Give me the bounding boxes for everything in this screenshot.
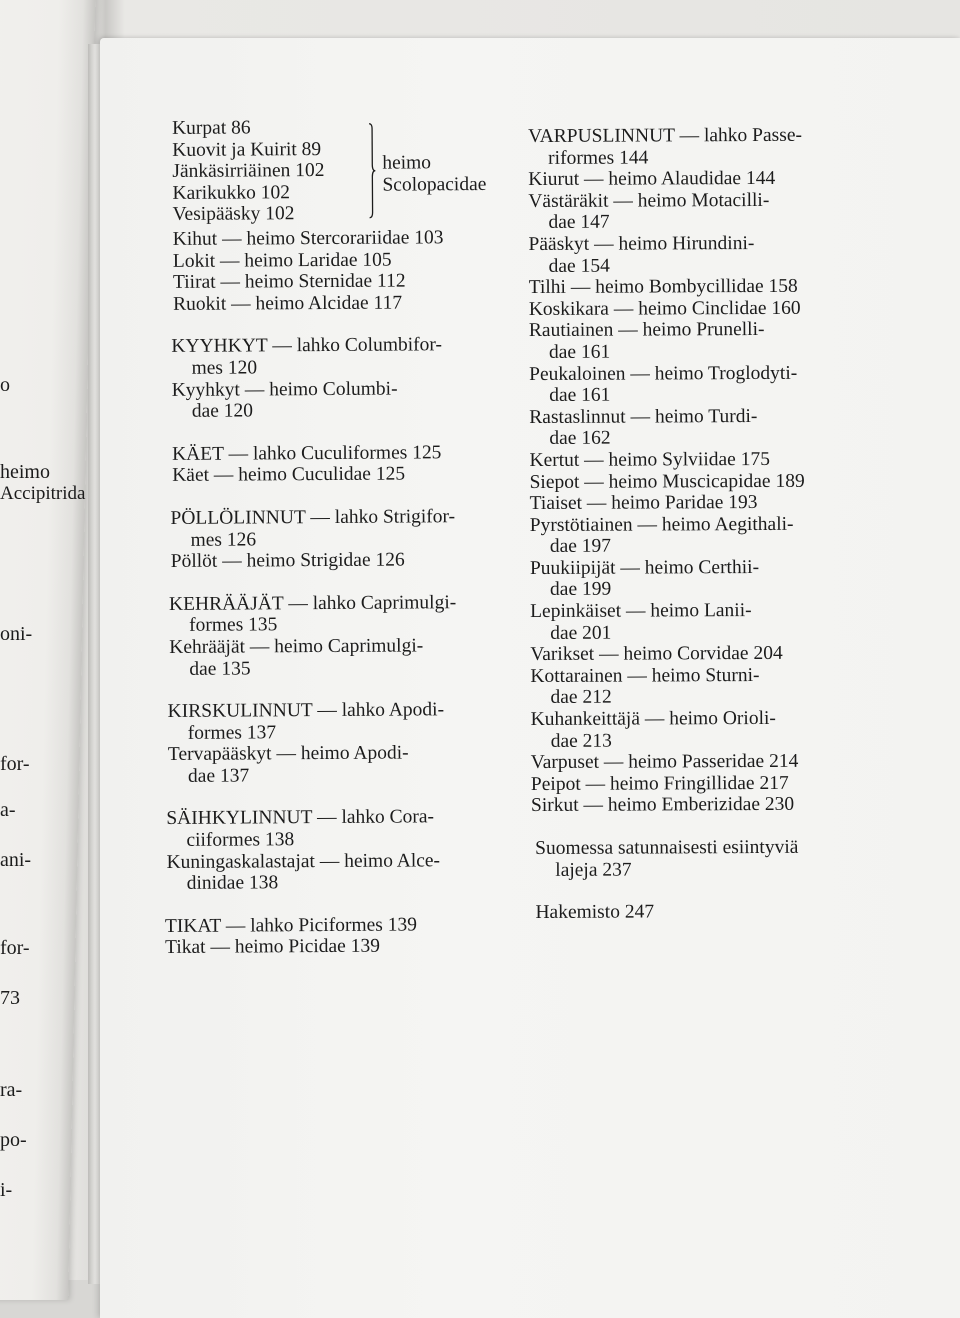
index-group-kyyhkyt — [171, 334, 522, 423]
left-fragment: heimo — [0, 461, 50, 483]
index-entry: Kertut — heimo Sylviidae 175 — [529, 448, 770, 471]
index-entry: Kurpat 86 — [171, 117, 251, 139]
index-entry: Varpuset — heimo Passeridae 214 — [530, 751, 799, 774]
scolopacidae-group — [160, 116, 521, 226]
order-heading: KYYHKYT — lahko Columbifor- — [171, 334, 443, 358]
index-entry: Jänkäsirriäinen 102 — [172, 160, 325, 183]
index-entry: formes 137 — [187, 721, 277, 744]
index-entry: Lepinkäiset — heimo Lanii- — [530, 600, 752, 623]
order-heading: SÄIHKYLINNUT — lahko Cora- — [166, 806, 435, 830]
bracket-label-heimo: heimo — [382, 152, 432, 174]
index-entry: Sirkut — heimo Emberizidae 230 — [530, 794, 795, 817]
left-fragment: po- — [0, 1129, 27, 1151]
left-fragment: 73 — [0, 987, 20, 1009]
index-entry: dae 199 — [549, 579, 612, 601]
index-entry: Tikat — heimo Picidae 139 — [165, 936, 380, 959]
index-entry: dae 162 — [549, 427, 611, 450]
index-entry: Karikukko 102 — [172, 181, 291, 204]
curly-brace-icon — [368, 123, 377, 219]
right-column — [528, 125, 871, 924]
index-entry: Kyyhkyt — heimo Columbi- — [171, 378, 398, 401]
left-column — [160, 116, 525, 959]
index-entry: Kottarainen — heimo Sturni- — [530, 664, 760, 687]
left-fragment: ani- — [0, 849, 32, 871]
order-heading: VARPUSLINNUT — lahko Passe- — [528, 124, 803, 147]
index-entry: formes 135 — [189, 614, 278, 637]
index-group-occasional — [535, 837, 871, 882]
left-fragment: for- — [0, 937, 30, 959]
order-heading: PÖLLÖLINNUT — lahko Strigifor- — [170, 506, 456, 529]
index-entry: riformes 144 — [548, 147, 649, 169]
left-fragment: o — [0, 374, 10, 396]
index-entry: mes 120 — [191, 357, 258, 379]
index-entry: Rautiainen — heimo Prunelli- — [528, 319, 765, 342]
index-entry: Kihut — heimo Stercorariidae 103 — [172, 227, 444, 250]
index-entry: Lokit — heimo Laridae 105 — [172, 249, 392, 272]
index-entry: Tilhi — heimo Bombycillidae 158 — [528, 275, 798, 299]
index-entry: dae 201 — [550, 622, 612, 644]
index-entry: Puukiipijät — heimo Certhii- — [529, 556, 760, 579]
index-entry: dae 161 — [548, 341, 611, 363]
index-group-hakemisto — [535, 901, 871, 924]
index-entry: Västäräkit — heimo Motacilli- — [528, 189, 770, 212]
bracket-items — [172, 117, 325, 226]
index-entry: dae 137 — [187, 765, 250, 787]
bracket-label — [382, 152, 486, 197]
index-entry: Kuhankeittäjä — heimo Orioli- — [530, 707, 776, 731]
index-entry: dae 154 — [548, 255, 610, 277]
index-entry: Vesipääsky 102 — [172, 203, 295, 226]
index-entry: Tervapääskyt — heimo Apodi- — [167, 742, 409, 766]
left-fragment: for- — [0, 753, 30, 775]
index-group-varpuslinnut — [528, 125, 871, 817]
left-fragment: ra- — [0, 1079, 23, 1101]
index-group-kirskulinnut — [168, 699, 525, 788]
index-entry: dae 212 — [550, 687, 612, 709]
index-entry: Kehrääjät — heimo Caprimulgi- — [169, 635, 424, 658]
left-fragment: a- — [0, 799, 16, 821]
bracket-label-family: Scolopacidae — [382, 174, 487, 196]
index-group-charadrii — [173, 227, 522, 315]
index-group-kaet — [172, 442, 522, 487]
order-heading: KIRSKULINNUT — lahko Apodi- — [167, 699, 445, 723]
index-entry: Kiurut — heimo Alaudidae 144 — [528, 168, 776, 191]
left-fragment: oni- — [0, 623, 33, 645]
index-entry: Kuningaskalastajat — heimo Alce- — [166, 849, 441, 873]
index-entry: dae 161 — [549, 384, 611, 407]
index-entry: Kuovit ja Kuirit 89 — [172, 138, 322, 161]
left-fragment: i- — [0, 1179, 13, 1201]
index-entry: dae 147 — [548, 212, 610, 234]
index-entry: dae 197 — [549, 535, 612, 558]
index-entry: Koskikara — heimo Cinclidae 160 — [528, 297, 801, 320]
index-entry: Peukaloinen — heimo Troglodyti- — [529, 362, 798, 385]
index-entry: dae 213 — [550, 730, 612, 752]
index-entry: lajeja 237 — [555, 859, 632, 881]
index-entry: Käet — heimo Cuculidae 125 — [172, 463, 406, 487]
index-entry: Peipot — heimo Fringillidae 217 — [530, 772, 789, 795]
index-entry: Pöllöt — heimo Strigidae 126 — [170, 549, 405, 573]
index-group-kehraajat — [169, 592, 524, 681]
index-entry: Pyrstötiainen — heimo Aegithali- — [529, 513, 794, 536]
index-entry: mes 126 — [190, 528, 257, 551]
index-group-tikat — [165, 914, 525, 959]
index-entry: Tiaiset — heimo Paridae 193 — [529, 492, 758, 515]
index-entry: dae 135 — [189, 657, 251, 680]
index-entry: Hakemisto 247 — [535, 901, 655, 924]
index-entry: Ruokit — heimo Alcidae 117 — [173, 292, 403, 315]
index-entry: dae 120 — [191, 400, 254, 422]
index-entry: dinidae 138 — [186, 872, 279, 895]
index-entry: Tiirat — heimo Sternidae 112 — [172, 270, 406, 294]
index-group-saihkylinnut — [166, 806, 525, 895]
index-entry: Varikset — heimo Corvidae 204 — [530, 643, 783, 666]
index-entry: Rastaslinnut — heimo Turdi- — [529, 405, 758, 428]
index-entry: Siepot — heimo Muscicapidae 189 — [529, 470, 805, 493]
order-heading: TIKAT — lahko Piciformes 139 — [164, 914, 418, 937]
index-group-pollolinnut — [170, 506, 522, 573]
index-entry: ciiformes 138 — [186, 829, 295, 851]
order-heading: KEHRÄÄJÄT — lahko Caprimulgi- — [168, 591, 457, 615]
order-heading: KÄET — lahko Cuculiformes 125 — [171, 442, 442, 465]
index-entry: Pääskyt — heimo Hirundini- — [528, 232, 755, 255]
index-entry: Suomessa satunnaisesti esiintyviä — [535, 836, 799, 859]
left-fragment: Accipitrida — [0, 483, 86, 504]
